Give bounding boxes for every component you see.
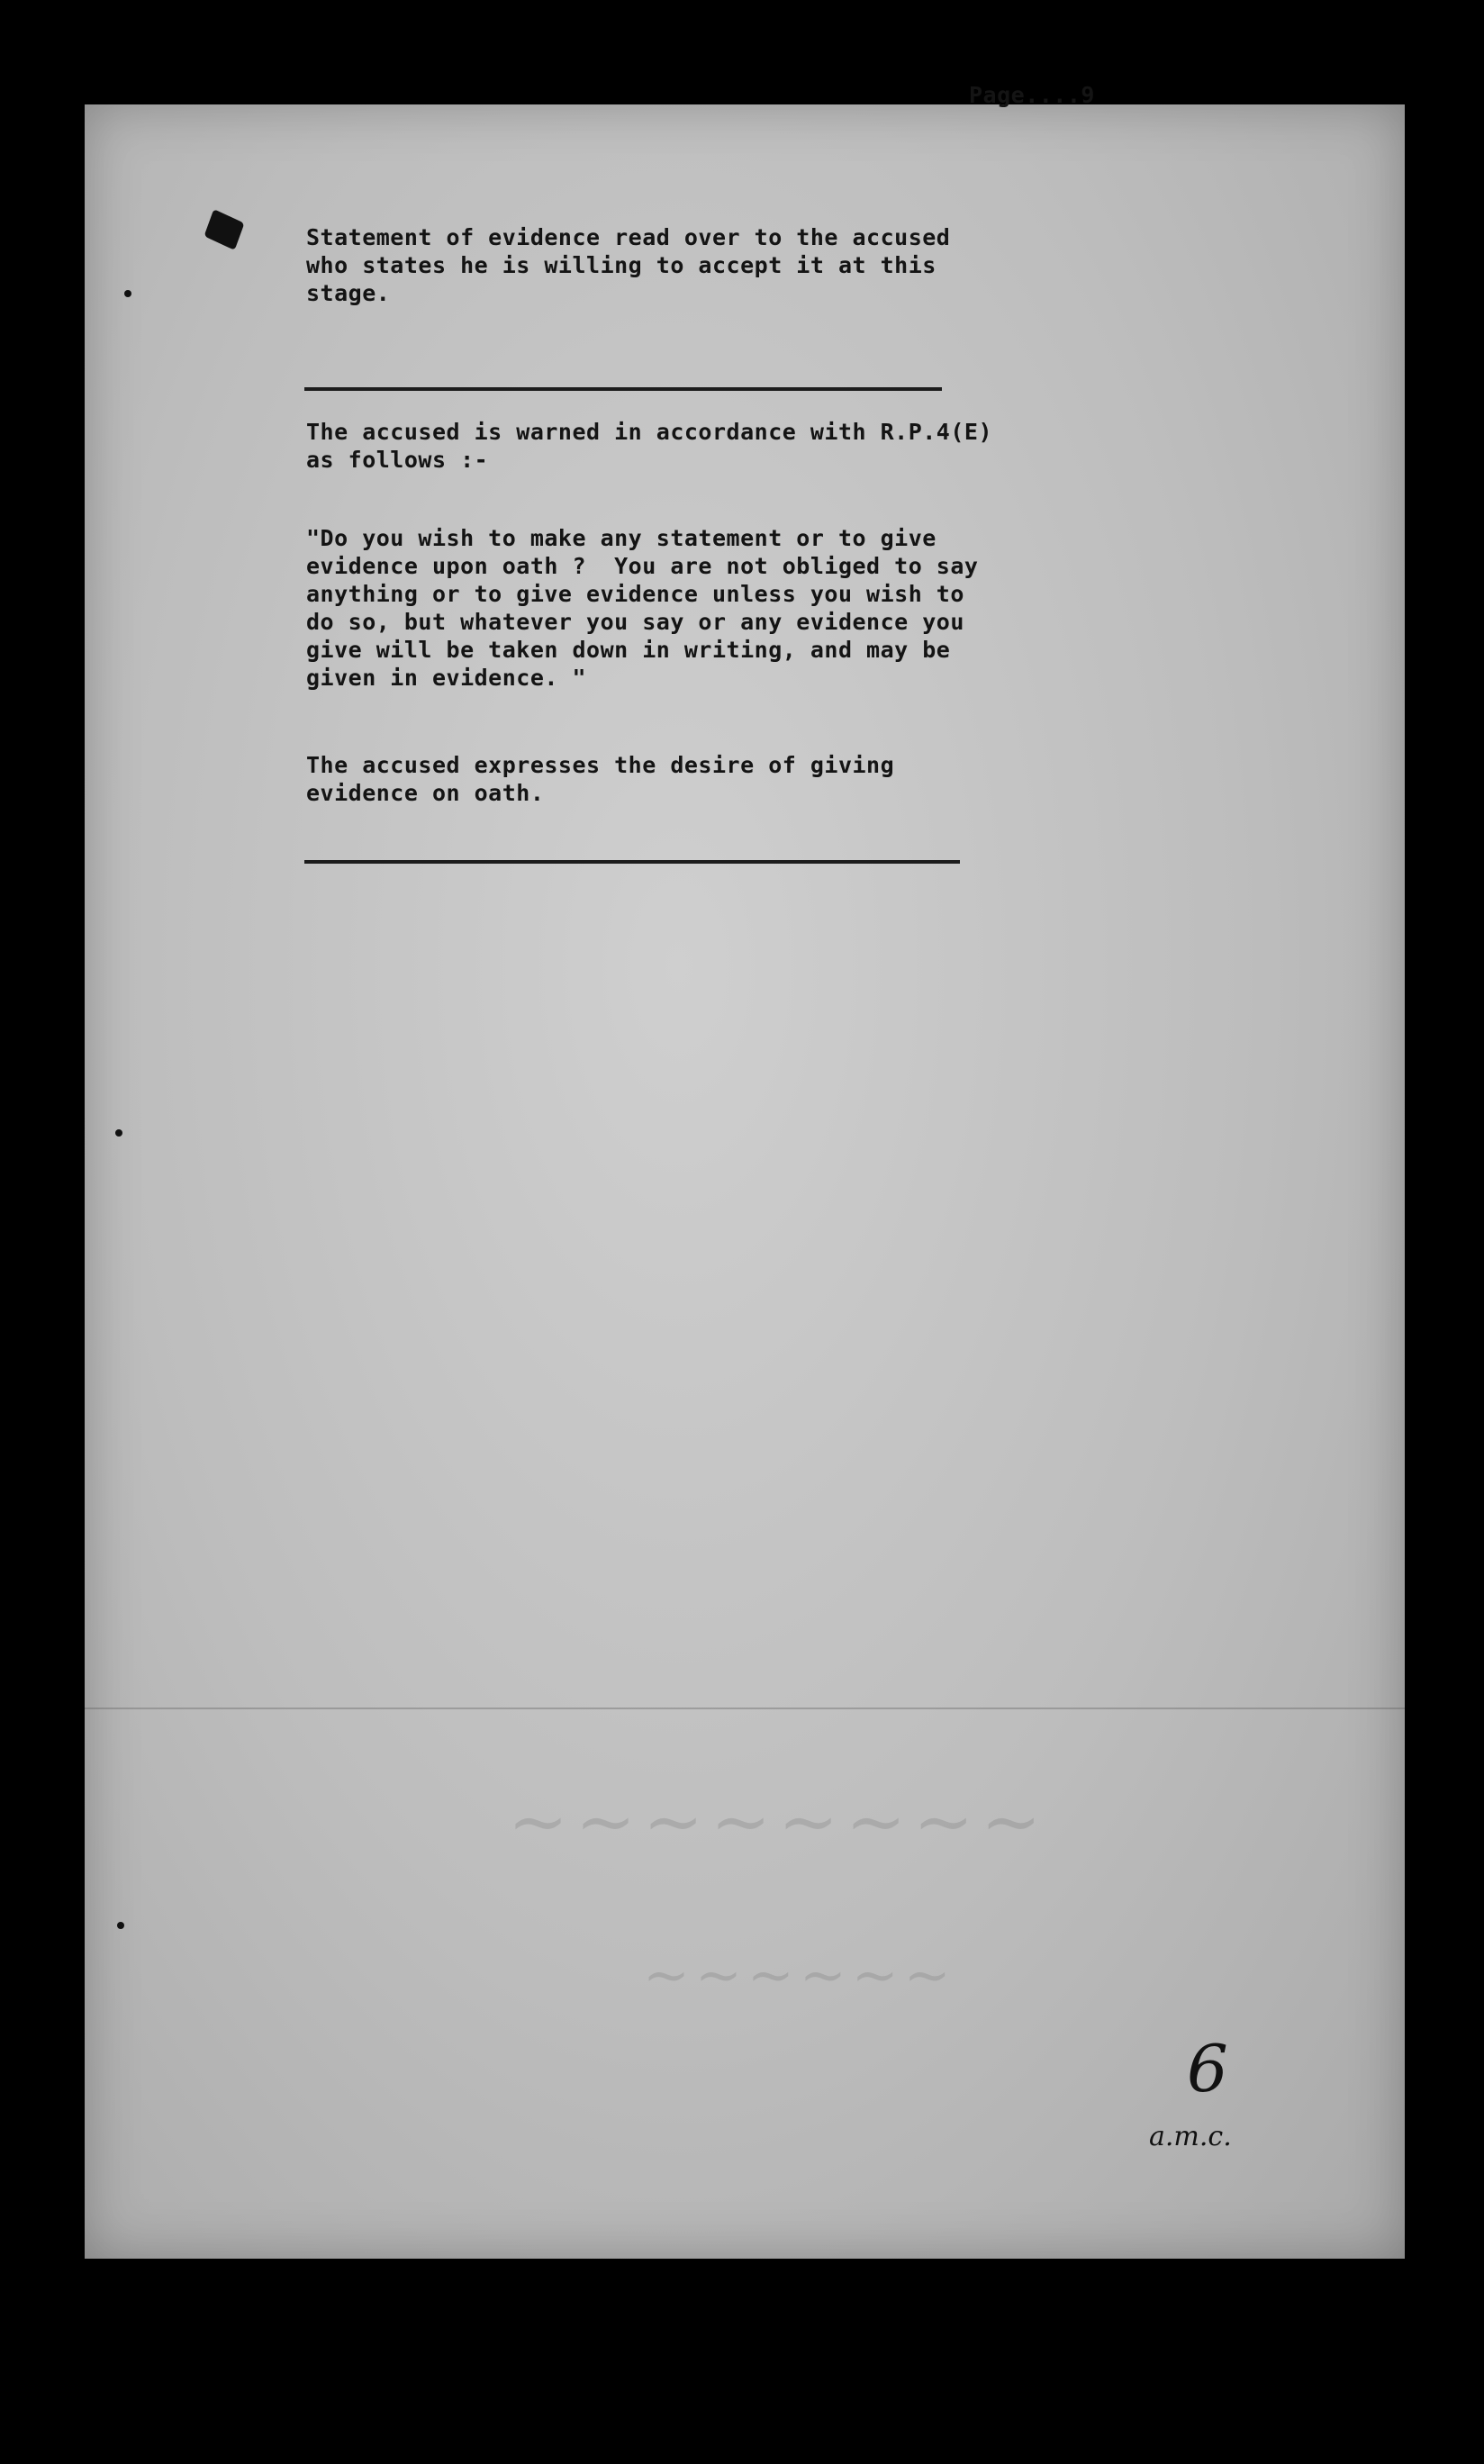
faint-stamp-impression: ~~~~~~~~ bbox=[508, 1780, 1049, 1863]
punch-dot bbox=[124, 290, 131, 297]
separator-line bbox=[304, 860, 960, 864]
handwritten-number: 6 bbox=[1187, 2031, 1228, 2106]
paragraph-warning-intro: The accused is warned in accordance with R.P.4(E) as follows :- bbox=[306, 419, 993, 473]
handwritten-initials: a.m.c. bbox=[1149, 2121, 1232, 2152]
paper-fold-line bbox=[85, 1708, 1405, 1709]
faint-stamp-impression: ~~~~~~ bbox=[643, 1942, 956, 2007]
separator-line bbox=[304, 387, 942, 391]
paragraph-caution-quote: "Do you wish to make any statement or to give evidence upon oath ? You are not obliged to say anything or to give evidence unless you wish to do so, but whatever you say or any evidence you give will be taken down in writing, and may be given in evidence. " bbox=[306, 525, 979, 691]
paragraph-accused-response: The accused expresses the desire of giving evidence on oath. bbox=[306, 752, 895, 806]
paragraph-statement-read: Statement of evidence read over to the accused who states he is willing to accept it at this stage. bbox=[306, 224, 951, 306]
punch-dot bbox=[117, 1922, 124, 1929]
page-number: Page....9 bbox=[969, 82, 1095, 108]
punch-dot bbox=[115, 1129, 122, 1137]
corner-ink-mark bbox=[204, 209, 245, 250]
